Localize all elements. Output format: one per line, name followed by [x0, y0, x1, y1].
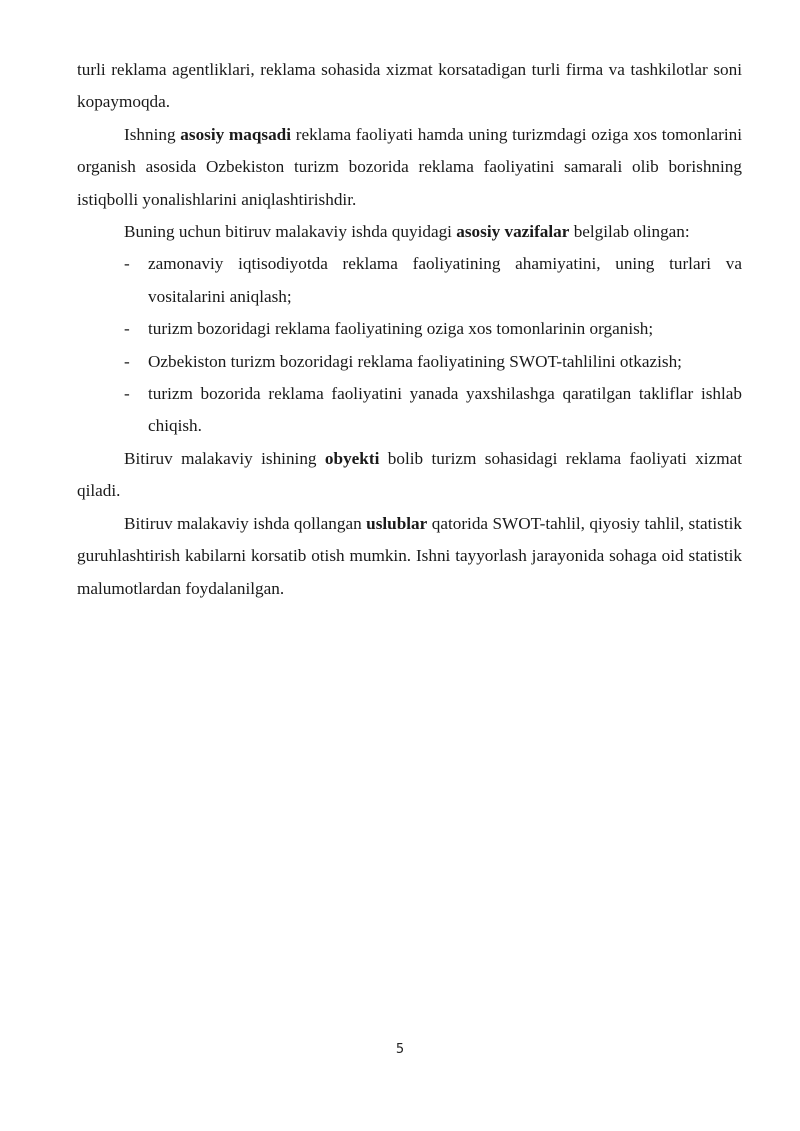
paragraph-text: Bitiruv malakaviy ishining — [124, 448, 325, 468]
paragraph-object — [77, 443, 742, 508]
bold-term: obyekti — [324, 448, 380, 468]
paragraph-text: reklama faoliyati hamda uning turizmdagi oziga xos tomonlarini organish asosida Ozbekiston turizm bozorida reklama faoliyatini samarali olib borishning istiqbolli yonalishlarini aniqlashtirishdir. — [77, 124, 742, 209]
paragraph-text: Buning uchun bitiruv malakaviy ishda quyidagi — [124, 222, 457, 242]
tasks-list — [77, 248, 742, 442]
paragraph-text: Ishning — [124, 124, 181, 144]
list-item — [77, 248, 742, 313]
bold-term: asosiy vazifalar — [456, 222, 570, 242]
list-item — [77, 346, 742, 378]
page-number: 5 — [395, 1042, 405, 1057]
paragraph-text: belgilab olingan: — [569, 222, 690, 242]
paragraph-methods — [77, 508, 742, 605]
paragraph-text: qatorida SWOT-tahlil, qiyosiy tahlil, statistik guruhlashtirish kabilarni korsatib otish mumkin. Ishni tayyorlash jarayonida sohaga oid statistik malumotlardan foydalanilgan. — [77, 513, 742, 598]
list-item-text: Ozbekiston turizm bozoridagi reklama faoliyatining SWOT-tahlilini otkazish; — [148, 351, 682, 371]
list-dash: - — [124, 351, 130, 371]
list-item-text: turizm bozorida reklama faoliyatini yanada yaxshilashga qaratilgan takliflar ishlab chiqish. — [148, 384, 742, 436]
paragraph-aim — [77, 119, 742, 216]
list-item — [77, 378, 742, 443]
paragraph-text: bolib turizm sohasidagi reklama faoliyati xizmat qiladi. — [77, 448, 742, 501]
list-dash: - — [124, 319, 130, 339]
bold-term: uslublar — [366, 513, 428, 533]
paragraph-text: Bitiruv malakaviy ishda qollangan — [124, 513, 367, 533]
list-dash: - — [124, 254, 130, 274]
paragraph-continuation — [77, 54, 742, 119]
paragraph-text: turli reklama agentliklari, reklama sohasida xizmat korsatadigan turli firma va tashkilotlar soni kopaymoqda. — [77, 60, 742, 112]
paragraph-tasks-intro — [77, 216, 742, 248]
list-item-text: turizm bozoridagi reklama faoliyatining oziga xos tomonlarinin organish; — [148, 319, 654, 339]
list-item — [77, 313, 742, 345]
list-dash: - — [124, 384, 130, 404]
bold-term: asosiy maqsadi — [180, 124, 292, 144]
list-item-text: zamonaviy iqtisodiyotda reklama faoliyatining ahamiyatini, uning turlari va vositalarini aniqlash; — [148, 254, 742, 306]
document-page — [77, 54, 742, 605]
